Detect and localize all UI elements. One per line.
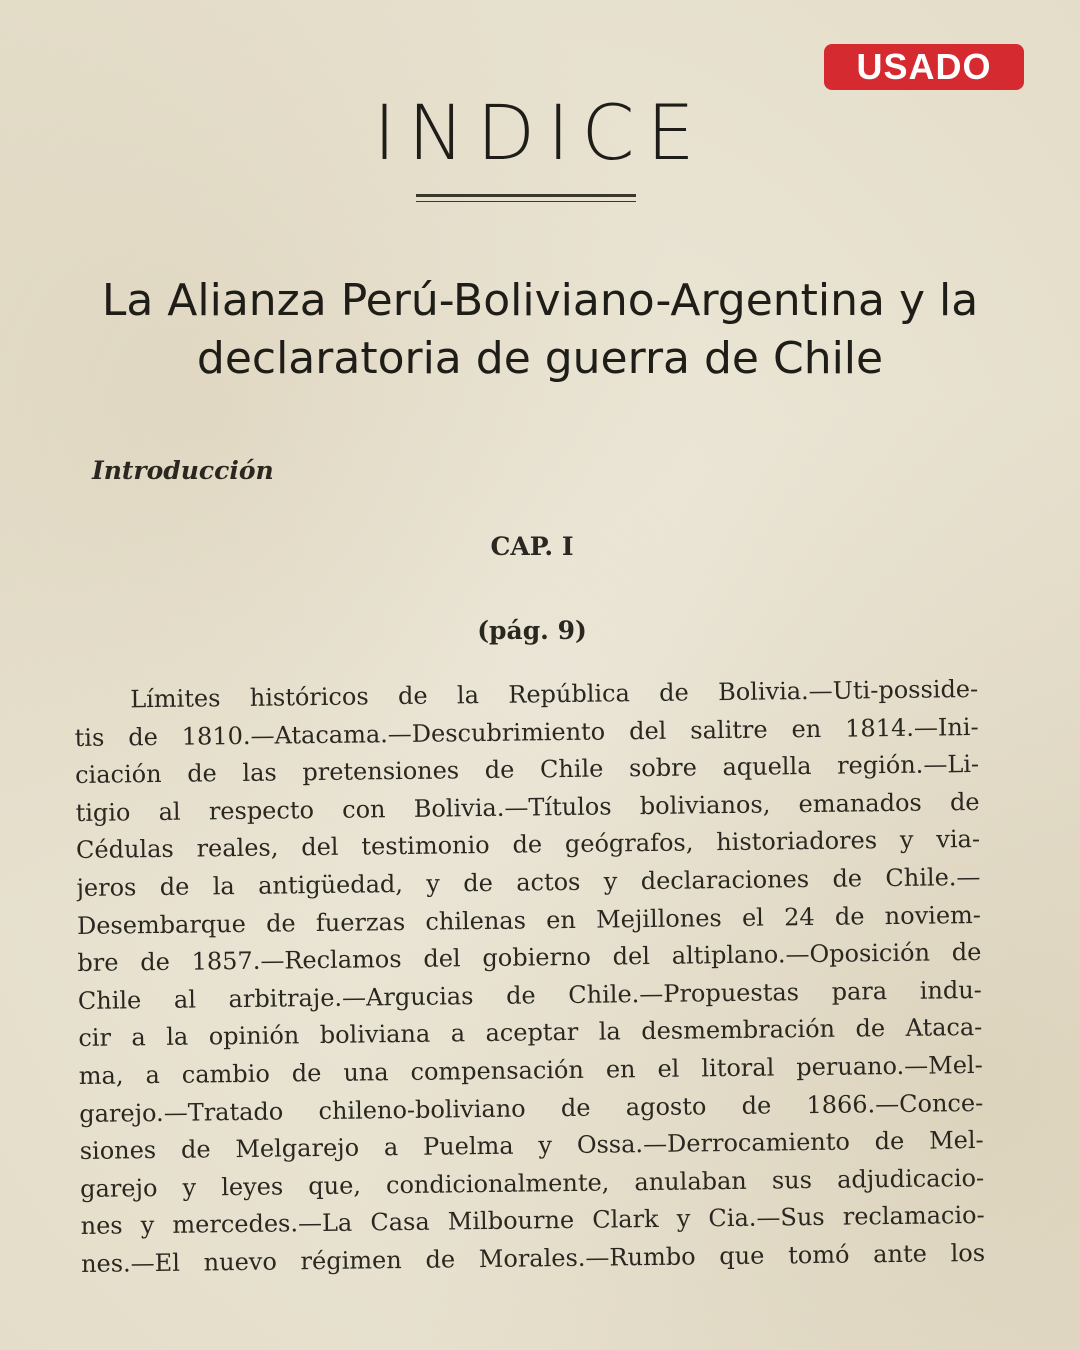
title-rule-thin <box>416 201 636 202</box>
summary-line: cir a la opinión boliviana a aceptar la desmembración de Ataca- <box>78 1013 983 1053</box>
chapter-summary <box>74 671 985 1283</box>
summary-line: tis de 1810.—Atacama.—Descubrimiento del salitre en 1814.—Ini- <box>74 712 979 752</box>
used-badge: USADO <box>824 44 1024 90</box>
page-reference: (pág. 9) <box>477 616 587 645</box>
subtitle-line-2: declaratoria de guerra de Chile <box>196 333 884 384</box>
summary-line: tigio al respecto con Bolivia.—Títulos bolivianos, emanados de <box>75 787 980 827</box>
summary-line: jeros de la antigüedad, y de actos y declaraciones de Chile.— <box>76 862 981 902</box>
summary-line: garejo.—Tratado chileno-boliviano de agosto de 1866.—Conce- <box>79 1088 984 1128</box>
summary-line: nes.—El nuevo régimen de Morales.—Rumbo que tomó ante los <box>80 1238 986 1278</box>
page-title: INDICE <box>373 88 707 177</box>
summary-line: bre de 1857.—Reclamos del gobierno del altiplano.—Oposición de <box>77 938 982 978</box>
summary-line: Límites históricos de la República de Bolivia.—Uti-posside- <box>130 674 979 714</box>
summary-line: ciación de las pretensiones de Chile sobre aquella región.—Li- <box>74 750 980 790</box>
title-rule <box>416 194 636 197</box>
summary-line: nes y mercedes.—La Casa Milbourne Clark y Cia.—Sus reclamacio- <box>80 1201 985 1241</box>
chapter-heading: CAP. I <box>490 532 574 561</box>
book-subtitle <box>60 272 1020 388</box>
introduction-label: Introducción <box>92 456 274 485</box>
summary-line: Cédulas reales, del testimonio de geógrafos, historiadores y via- <box>75 825 981 865</box>
summary-line: siones de Melgarejo a Puelma y Ossa.—Derrocamiento de Mel- <box>79 1126 984 1166</box>
summary-line: garejo y leyes que, condicionalmente, anulaban sus adjudicacio- <box>80 1163 985 1203</box>
subtitle-line-1: La Alianza Perú-Boliviano-Argentina y la <box>101 275 979 326</box>
summary-line: Desembarque de fuerzas chilenas en Mejillones el 24 de noviem- <box>76 900 982 940</box>
summary-line: ma, a cambio de una compensación en el litoral peruano.—Mel- <box>78 1050 983 1090</box>
summary-line: Chile al arbitraje.—Argucias de Chile.—Propuestas para indu- <box>77 975 982 1015</box>
